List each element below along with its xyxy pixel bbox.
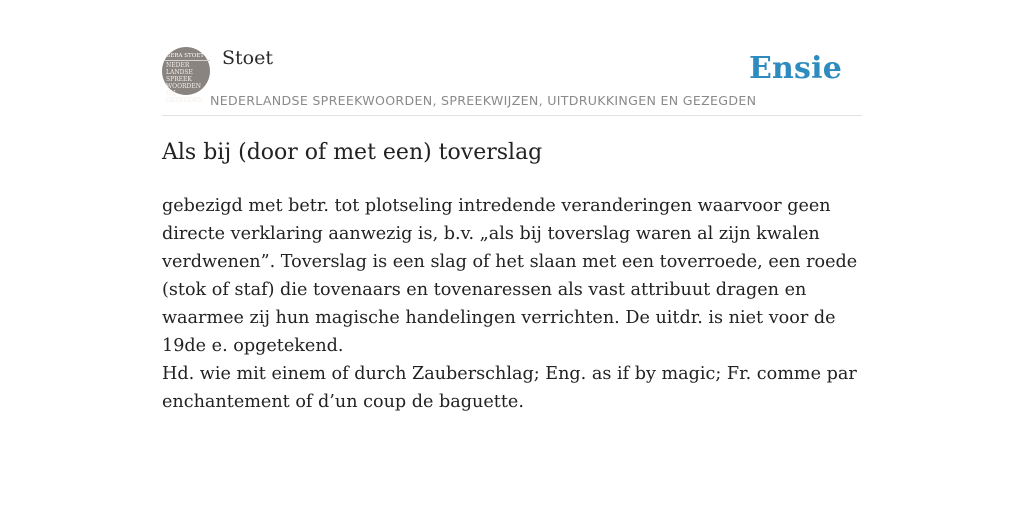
entry-card [162,0,862,512]
brand-logo[interactable]: Ensie [748,51,842,86]
source-subtitle[interactable]: NEDERLANDSE SPREEKWOORDEN, SPREEKWIJZEN, UITDRUKKINGEN EN GEZEGDEN [210,93,757,108]
book-cover-author: GERA STOET [164,53,210,61]
entry-definition: gebezigd met betr. tot plotseling intredende veranderingen waarvoor geen directe verklaring aanwezig is, b.v. „als bij toverslag waren al zijn kwalen verdwenen”. Toverslag is een slag of het slaan met een toverroede, een roede (stok of staf) die tovenaars en tovenaressen als vast attribuut dragen en waarmee zij hun magische handelingen verrichten. De uitdr. is niet voor de 19de e. opgetekend. Hd. wie mit einem of durch Zauberschlag; Eng. as if by magic; Fr. comme par enchantement of d’un coup de baguette. [162,196,858,412]
avatar[interactable] [162,47,210,104]
book-cover-title: NEDER LANDSE SPREEK WOORDEN EN GEZEGDEN [166,62,203,104]
entry-title: Als bij (door of met een) toverslag [162,140,543,165]
header [162,0,862,116]
author-name[interactable]: Stoet [222,47,273,69]
book-cover-image [164,53,210,104]
